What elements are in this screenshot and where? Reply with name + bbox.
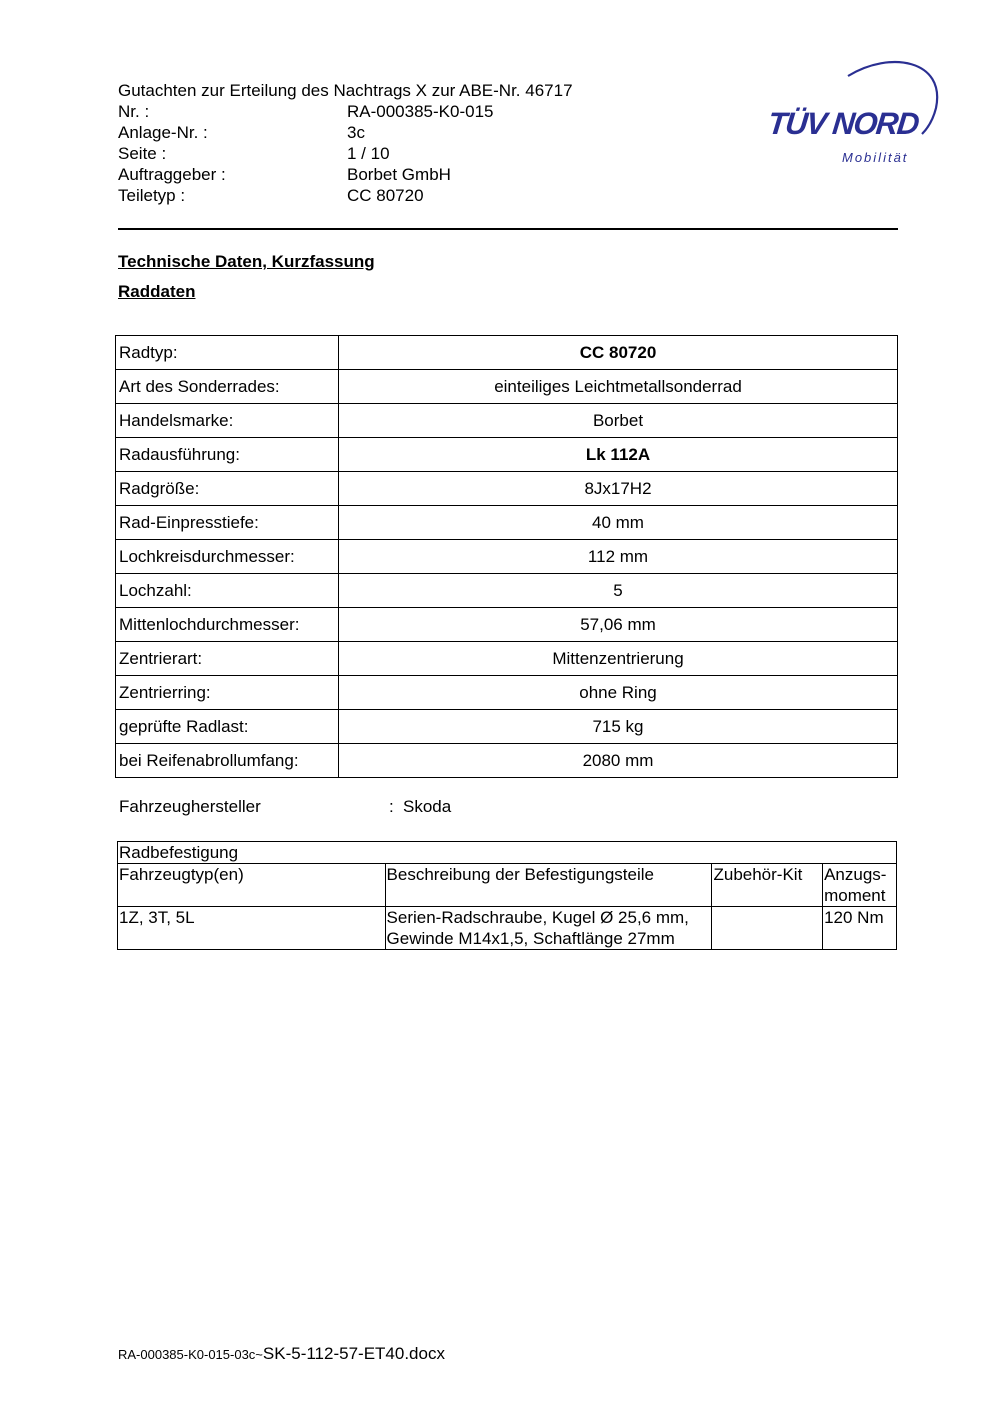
- header-description: Beschreibung der Befestigungsteile: [385, 864, 712, 907]
- wheel-data-label: geprüfte Radlast:: [116, 710, 339, 744]
- wheel-data-label: Zentrierring:: [116, 676, 339, 710]
- footer-filename: [118, 1344, 445, 1364]
- wheel-data-label: Handelsmarke:: [116, 404, 339, 438]
- wheel-data-value: 112 mm: [339, 540, 898, 574]
- header-vehicle-types: Fahrzeugtyp(en): [118, 864, 386, 907]
- header-field-value: CC 80720: [347, 186, 424, 205]
- logo-subtitle: Mobilität: [842, 150, 909, 165]
- header-field-label: Nr. :: [118, 102, 150, 121]
- fastening-data-row: [118, 907, 897, 950]
- wheel-data-value: Lk 112A: [339, 438, 898, 472]
- footer-prefix: RA-000385-K0-015-03c~: [118, 1347, 263, 1362]
- wheel-data-label: bei Reifenabrollumfang:: [116, 744, 339, 778]
- header-torque-line2: moment: [824, 886, 886, 905]
- wheel-data-value: 57,06 mm: [339, 608, 898, 642]
- wheel-data-row: [116, 744, 898, 778]
- manufacturer-label: Fahrzeughersteller: [119, 797, 261, 816]
- row-vehicle-types: 1Z, 3T, 5L: [118, 907, 386, 950]
- wheel-data-row: [116, 336, 898, 370]
- wheel-data-value: CC 80720: [339, 336, 898, 370]
- wheel-data-row: [116, 438, 898, 472]
- fastening-header-row: [118, 864, 897, 907]
- wheel-data-row: [116, 710, 898, 744]
- wheel-data-value: 40 mm: [339, 506, 898, 540]
- wheel-data-label: Lochzahl:: [116, 574, 339, 608]
- wheel-data-value: 715 kg: [339, 710, 898, 744]
- header-field-value: Borbet GmbH: [347, 165, 451, 184]
- row-accessory-kit: [712, 907, 823, 950]
- header-field-value: RA-000385-K0-015: [347, 102, 494, 121]
- wheel-data-value: 8Jx17H2: [339, 472, 898, 506]
- header-field-label: Seite :: [118, 144, 167, 163]
- wheel-data-label: Radgröße:: [116, 472, 339, 506]
- header-field-label: Auftraggeber :: [118, 165, 226, 184]
- wheel-data-label: Lochkreisdurchmesser:: [116, 540, 339, 574]
- wheel-data-row: [116, 404, 898, 438]
- summary-heading: Technische Daten, Kurzfassung: [118, 252, 375, 271]
- logo-brand: TÜV NORD: [766, 106, 920, 141]
- wheel-data-value: Mittenzentrierung: [339, 642, 898, 676]
- wheel-data-row: [116, 506, 898, 540]
- tuev-nord-logo: [760, 56, 945, 168]
- wheel-data-value: einteiliges Leichtmetallsonderrad: [339, 370, 898, 404]
- wheel-data-value: 2080 mm: [339, 744, 898, 778]
- wheel-data-label: Radausführung:: [116, 438, 339, 472]
- wheel-data-heading: Raddaten: [118, 282, 196, 301]
- header-torque-line1: Anzugs-: [824, 865, 887, 884]
- wheel-data-table: [115, 335, 898, 778]
- row-description: [385, 907, 712, 950]
- manufacturer-value: Skoda: [403, 797, 452, 816]
- header-accessory-kit: Zubehör-Kit: [712, 864, 823, 907]
- report-title: Gutachten zur Erteilung des Nachtrags X zur ABE-Nr. 46717: [118, 81, 573, 100]
- header-field-label: Teiletyp :: [118, 186, 186, 205]
- wheel-data-label: Mittenlochdurchmesser:: [116, 608, 339, 642]
- header-field-value: 1 / 10: [347, 144, 390, 163]
- wheel-data-label: Radtyp:: [116, 336, 339, 370]
- wheel-data-value: Borbet: [339, 404, 898, 438]
- wheel-data-row: [116, 540, 898, 574]
- wheel-data-label: Art des Sonderrades:: [116, 370, 339, 404]
- wheel-data-row: [116, 574, 898, 608]
- wheel-data-row: [116, 370, 898, 404]
- wheel-data-row: [116, 472, 898, 506]
- wheel-fastening-table: [117, 841, 897, 950]
- wheel-data-label: Zentrierart:: [116, 642, 339, 676]
- wheel-data-row: [116, 676, 898, 710]
- wheel-data-row: [116, 642, 898, 676]
- header-torque: [823, 864, 897, 907]
- manufacturer-separator: :: [389, 797, 394, 816]
- footer-file: SK-5-112-57-ET40.docx: [262, 1344, 445, 1363]
- row-torque: 120 Nm: [823, 907, 897, 950]
- header-field-value: 3c: [347, 123, 365, 142]
- wheel-data-row: [116, 608, 898, 642]
- fastening-title: Radbefestigung: [118, 842, 897, 864]
- row-description-line1: Serien-Radschraube, Kugel Ø 25,6 mm,: [386, 908, 689, 927]
- wheel-data-value: ohne Ring: [339, 676, 898, 710]
- wheel-data-value: 5: [339, 574, 898, 608]
- header-divider: [118, 228, 898, 230]
- row-description-line2: Gewinde M14x1,5, Schaftlänge 27mm: [386, 929, 675, 948]
- header-field-label: Anlage-Nr. :: [118, 123, 208, 142]
- wheel-data-label: Rad-Einpresstiefe:: [116, 506, 339, 540]
